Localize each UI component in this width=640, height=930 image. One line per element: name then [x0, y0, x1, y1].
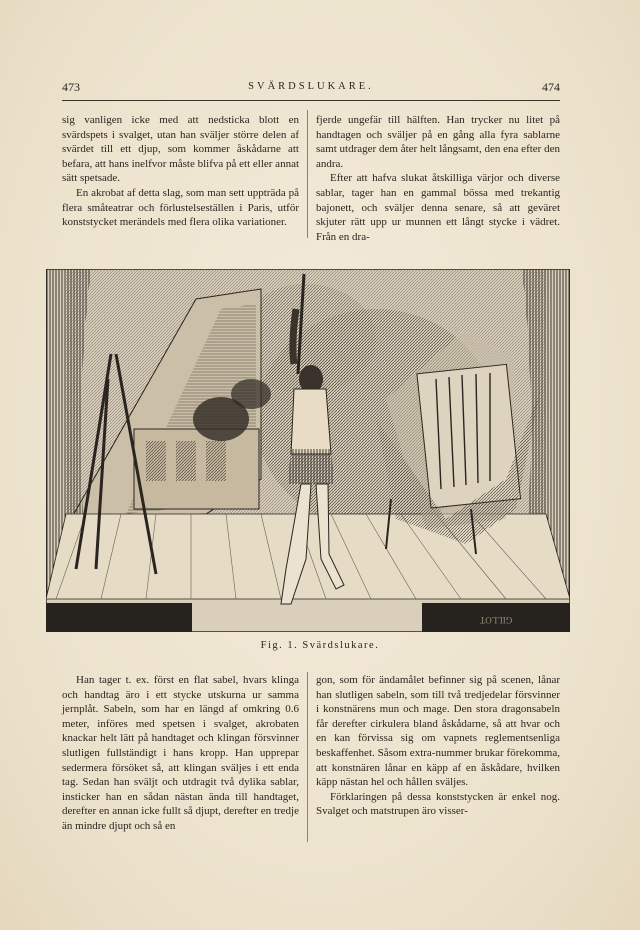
- paragraph: Efter att hafva slukat åtskilliga värjor och diverse sablar, tager han en gammal bössa med trekantig bajonett, och sväljer denna senare, så att geväret skjuter rätt upp ur munnen ett långt stycke i vädret. Från en dra-: [316, 172, 560, 243]
- paragraph: Förklaringen på dessa konststycken är enkel nog. Svalget och matstrupen äro visser-: [316, 790, 560, 818]
- column-divider: [307, 672, 308, 842]
- page-number-left: 473: [62, 80, 80, 94]
- column-divider: [307, 110, 308, 238]
- paragraph: Han tager t. ex. först en flat sabel, hvars klinga och handtag äro i ett stycke utskurna ur samma jernplåt. Sabeln, som har en längd af omkring 0.6 meter, införes med spetsen i svalget, akrobaten knackar helt lätt på handtaget och klingan försvinner slutligen fullständigt i hans kropp. Han upprepar sedermera försöket så, att klingan sväljes i ett enda tag. Sedan han sväljt och utdragit två dylika sablar, insticker han en sådan nästan ända till handtaget, derefter en annan icke fullt så djupt, derefter en tredje än mindre djupt och så en: [62, 674, 299, 832]
- page-number-right: 474: [542, 80, 560, 94]
- engraving-illustration: [46, 269, 570, 632]
- text-column-top-left: [62, 113, 299, 230]
- engraver-signature: GILLOT: [479, 615, 513, 625]
- text-column-bottom-left: [62, 673, 299, 834]
- paragraph: fjerde ungefär till hälften. Han trycker nu litet på handtagen och sväljer på en gång alla fyra sablarne samt utdrager dem åter helt långsamt, den ena efter den andra.: [316, 114, 560, 170]
- header-rule: [62, 100, 560, 101]
- paragraph: gon, som för ändamålet befinner sig på scenen, lånar han slutligen sabeln, som till två tredjedelar försvinner i konstnärens mun och mage. Den stora dragonsabeln får derefter cirkulera bland åskådarne, så att hvar och en kan förvissa sig om vapnets reglementsenliga beskaffenhet. Såsom extra-nummer brukar förekomma, att konstnären lånar en käpp af en åskådare, hvilken käpp nästan hel och hållen sväljes.: [316, 674, 560, 789]
- paragraph: En akrobat af detta slag, som man sett uppträda på flera småteatrar och förlustelseställen i Paris, utför konststycket merändels med flera olika variationer.: [62, 186, 299, 229]
- text-column-bottom-right: [316, 673, 560, 819]
- page-header: [62, 80, 560, 98]
- footlight-box-left: [46, 603, 192, 632]
- running-title: SVÄRDSLUKARE.: [248, 81, 374, 92]
- text-column-top-right: [316, 113, 560, 244]
- paragraph: sig vanligen icke med att nedsticka blott en svärdspets i svalget, utan han sväljer större delen af svärdet till ett djup, som kommer åskådarne att befara, att hans inelfvor måste blifva på ett eller annat sätt spetsade.: [62, 114, 300, 185]
- figure-caption: Fig. 1. Svärdslukare.: [260, 640, 380, 651]
